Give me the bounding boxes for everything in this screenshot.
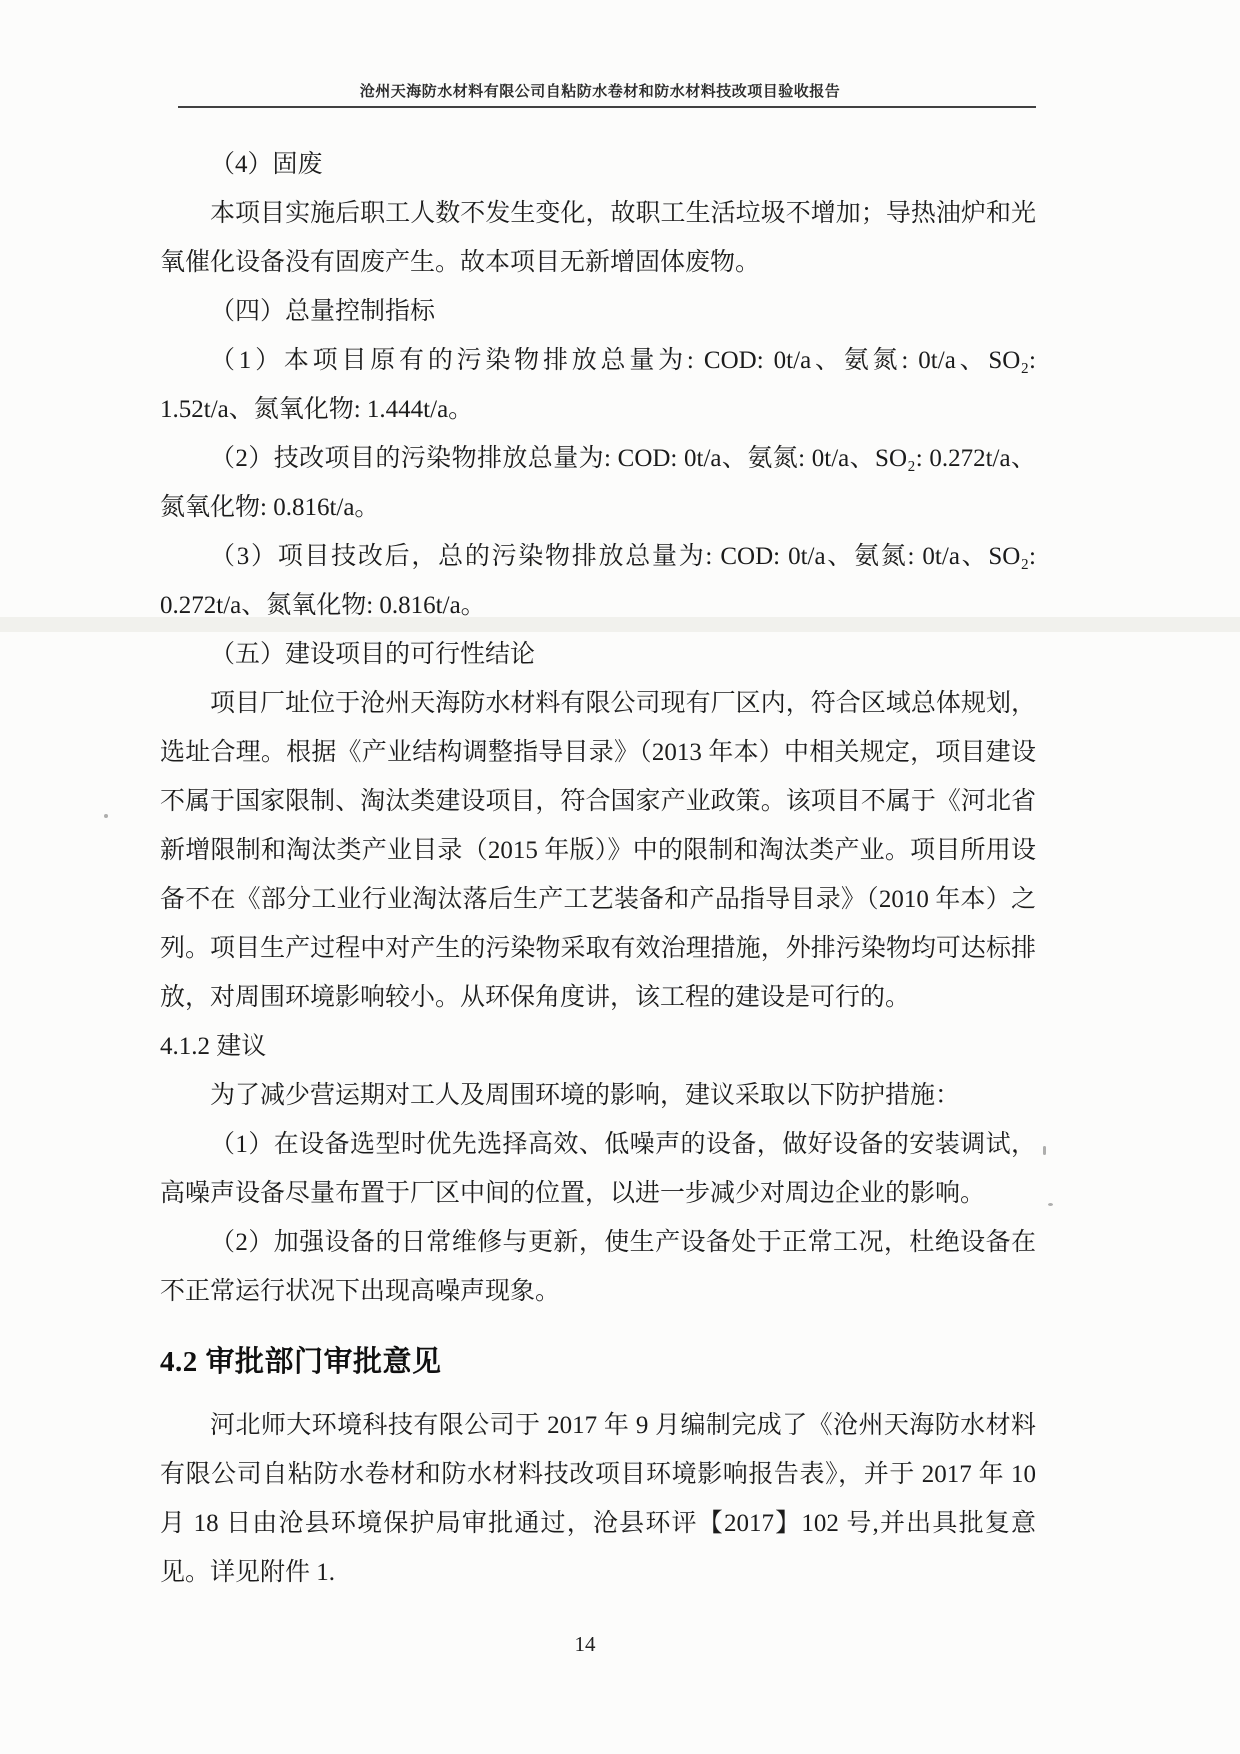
scan-speck [1043,1146,1046,1155]
retrofit-emissions-paragraph: （2）技改项目的污染物排放总量为: COD: 0t/a、氨氮: 0t/a、SO₂: 0.272t/a、氮氧化物: 0.816t/a。 [160,445,1036,521]
suggestion-1-paragraph: （1）在设备选型时优先选择高效、低噪声的设备，做好设备的安装调试，高噪声设备尽量布置于厂区中间的位置，以进一步减少对周边企业的影响。 [160,1131,1036,1207]
suggestion-2-paragraph: （2）加强设备的日常维修与更新，使生产设备处于正常工况，杜绝设备在不正常运行状况下出现高噪声现象。 [160,1229,1036,1305]
suggestions-heading: 4.1.2 建议 [160,1033,267,1060]
running-header-title: 沧州天海防水材料有限公司自粘防水卷材和防水材料技改项目验收报告 [359,84,841,100]
header-rule [178,106,1036,108]
suggestions-intro-paragraph: 为了减少营运期对工人及周围环境的影响，建议采取以下防护措施： [210,1082,961,1109]
post-retrofit-emissions-paragraph: （3）项目技改后，总的污染物排放总量为: COD: 0t/a、氨氮: 0t/a、SO₂: 0.272t/a、氮氧化物: 0.816t/a。 [160,543,1036,619]
scan-speck [104,814,108,818]
approval-paragraph: 河北师大环境科技有限公司于 2017 年 9 月编制完成了《沧州天海防水材料有限公司自粘防水卷材和防水材料技改项目环境影响报告表》，并于 2017 年 10 月 18 日由沧县环境保护局审批通过，沧县环评【2017】102 号,并出具批复意见。详见附件 1. [160,1412,1036,1586]
original-emissions-paragraph: （1）本项目原有的污染物排放总量为: COD: 0t/a、氨氮: 0t/a、SO₂: 1.52t/a、氮氧化物: 1.444t/a。 [160,347,1036,423]
feasibility-paragraph: 项目厂址位于沧州天海防水材料有限公司现有厂区内，符合区域总体规划，选址合理。根据《产业结构调整指导目录》（2013 年本）中相关规定，项目建设不属于国家限制、淘汰类建设项目，符合国家产业政策。该项目不属于《河北省新增限制和淘汰类产业目录（2015 年版）》中的限制和淘汰类产业。项目所用设备不在《部分工业行业淘汰落后生产工艺装备和产品指导目录》（2010 年本）之列。项目生产过程中对产生的污染物采取有效治理措施，外排污染物均可达标排放，对周围环境影响较小。从环保角度讲，该工程的建设是可行的。 [160,690,1036,1011]
total-control-subheading: （四）总量控制指标 [210,298,436,325]
page-number: 14 [574,1632,596,1656]
feasibility-subheading: （五）建设项目的可行性结论 [210,641,536,668]
solid-waste-paragraph: 本项目实施后职工人数不发生变化，故职工生活垃圾不增加；导热油炉和光氧催化设备没有固废产生。故本项目无新增固体废物。 [160,200,1036,276]
document-body [160,140,1036,1597]
solid-waste-subheading: （4）固废 [210,151,323,178]
page-footer [160,1632,1010,1657]
approval-section-heading: 4.2 审批部门审批意见 [160,1346,442,1378]
scan-speck [1048,1203,1053,1206]
